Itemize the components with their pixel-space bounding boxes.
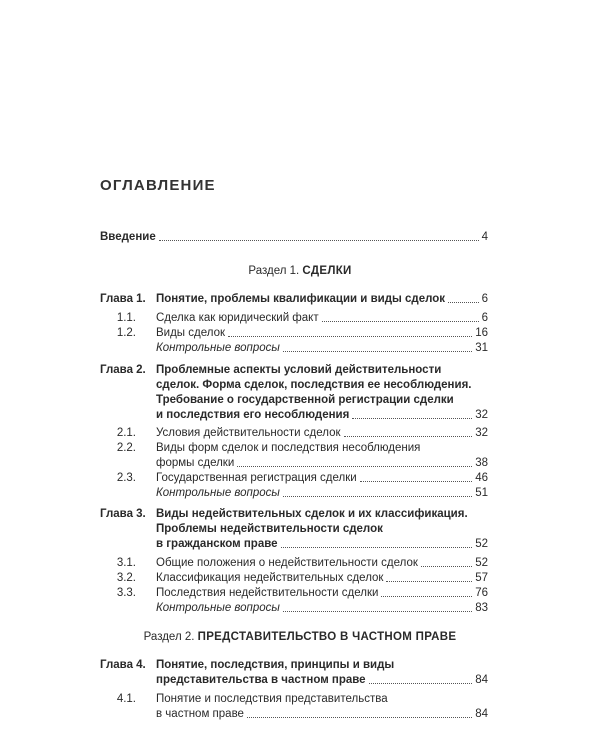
toc-entry-2-1[interactable] [156,426,488,441]
item-number: 3.3. [116,587,136,599]
entry-label: формы сделки [156,457,235,469]
leader-dots [283,610,472,612]
toc-entry-chapter-4[interactable] [156,673,488,688]
entry-page: 52 [475,538,488,550]
leader-dots [448,301,479,303]
chapter-number: Глава 3. [100,508,146,520]
item-number: 3.2. [116,572,136,584]
entry-label-line: Виды форм сделок и последствия несоблюдения [156,442,421,454]
leader-dots [322,320,479,322]
toc-entry-3-1[interactable] [156,556,488,571]
entry-label: Контрольные вопросы [156,602,280,614]
toc-entry-review-3[interactable] [156,601,488,616]
leader-dots [228,335,472,337]
toc-entry-3-3[interactable] [156,586,488,601]
chapter-number: Глава 4. [100,659,146,671]
item-number: 4.1. [116,693,136,705]
entry-label: Виды сделок [156,327,226,339]
leader-dots [369,682,473,684]
page-title: ОГЛАВЛЕНИЕ [100,177,216,194]
leader-dots [159,239,479,241]
section-heading-2 [0,630,600,645]
chapter-title-line: Виды недействительных сделок и их классификация. [156,508,468,520]
toc-entry-chapter-3[interactable] [156,537,488,552]
chapter-title-line: Проблемные аспекты условий действительности [156,364,442,376]
entry-label: в гражданском праве [156,538,278,550]
item-number: 2.3. [116,472,136,484]
chapter-title-line: сделок. Форма сделок, последствия ее несоблюдения. [156,379,472,391]
entry-label: Общие положения о недействительности сделок [156,557,418,569]
toc-entry-4-1[interactable] [156,707,488,722]
item-number: 2.1. [116,427,136,439]
toc-entry-2-2[interactable] [156,456,488,471]
section-label: Раздел 1. [248,265,300,277]
entry-label: Классификация недействительных сделок [156,572,384,584]
section-name: ПРЕДСТАВИТЕЛЬСТВО В ЧАСТНОМ ПРАВЕ [197,631,457,643]
chapter-number: Глава 1. [100,293,146,305]
leader-dots [421,565,472,567]
entry-page: 83 [475,602,488,614]
item-number: 1.1. [116,312,136,324]
entry-page: 32 [475,427,488,439]
chapter-title-line: Понятие, последствия, принципы и виды [156,659,395,671]
section-name: СДЕЛКИ [302,265,352,277]
toc-entry-1-1[interactable] [156,311,488,326]
entry-page: 84 [475,708,488,720]
leader-dots [237,465,472,467]
entry-label: Последствия недействительности сделки [156,587,379,599]
entry-page: 57 [475,572,488,584]
toc-entry-intro[interactable] [100,230,488,245]
item-number: 1.2. [116,327,136,339]
chapter-title-line: Проблемы недействительности сделок [156,523,383,535]
entry-label-line: Понятие и последствия представительства [156,693,388,705]
entry-label: Контрольные вопросы [156,342,280,354]
entry-page: 6 [481,312,488,324]
toc-entry-review-2[interactable] [156,486,488,501]
toc-entry-chapter-2[interactable] [156,408,488,423]
entry-label: Условия действительности сделок [156,427,341,439]
leader-dots [386,580,472,582]
entry-page: 51 [475,487,488,499]
entry-page: 32 [475,409,488,421]
entry-label: Контрольные вопросы [156,487,280,499]
leader-dots [352,417,472,419]
entry-label: Понятие, проблемы квалификации и виды сделок [156,293,446,305]
leader-dots [360,480,473,482]
entry-page: 38 [475,457,488,469]
leader-dots [381,595,472,597]
section-label: Раздел 2. [143,631,195,643]
leader-dots [283,350,472,352]
toc-entry-review-1[interactable] [156,341,488,356]
entry-page: 31 [475,342,488,354]
leader-dots [283,495,472,497]
item-number: 2.2. [116,442,136,454]
entry-page: 16 [475,327,488,339]
chapter-title-line: Требование о государственной регистрации сделки [156,394,454,406]
entry-page: 84 [475,674,488,686]
entry-label: представительства в частном праве [156,674,366,686]
entry-page: 46 [475,472,488,484]
entry-page: 4 [481,231,488,243]
leader-dots [344,435,473,437]
toc-entry-1-2[interactable] [156,326,488,341]
entry-label: и последствия его несоблюдения [156,409,350,421]
leader-dots [247,716,472,718]
entry-page: 52 [475,557,488,569]
entry-label: Государственная регистрация сделки [156,472,357,484]
toc-entry-3-2[interactable] [156,571,488,586]
chapter-number: Глава 2. [100,364,146,376]
leader-dots [281,546,473,548]
toc-entry-2-3[interactable] [156,471,488,486]
entry-page: 6 [481,293,488,305]
item-number: 3.1. [116,557,136,569]
entry-label: Сделка как юридический факт [156,312,319,324]
entry-label: в частном праве [156,708,244,720]
toc-entry-chapter-1[interactable] [156,292,488,307]
entry-label: Введение [100,231,156,243]
section-heading-1 [0,264,600,279]
entry-page: 76 [475,587,488,599]
